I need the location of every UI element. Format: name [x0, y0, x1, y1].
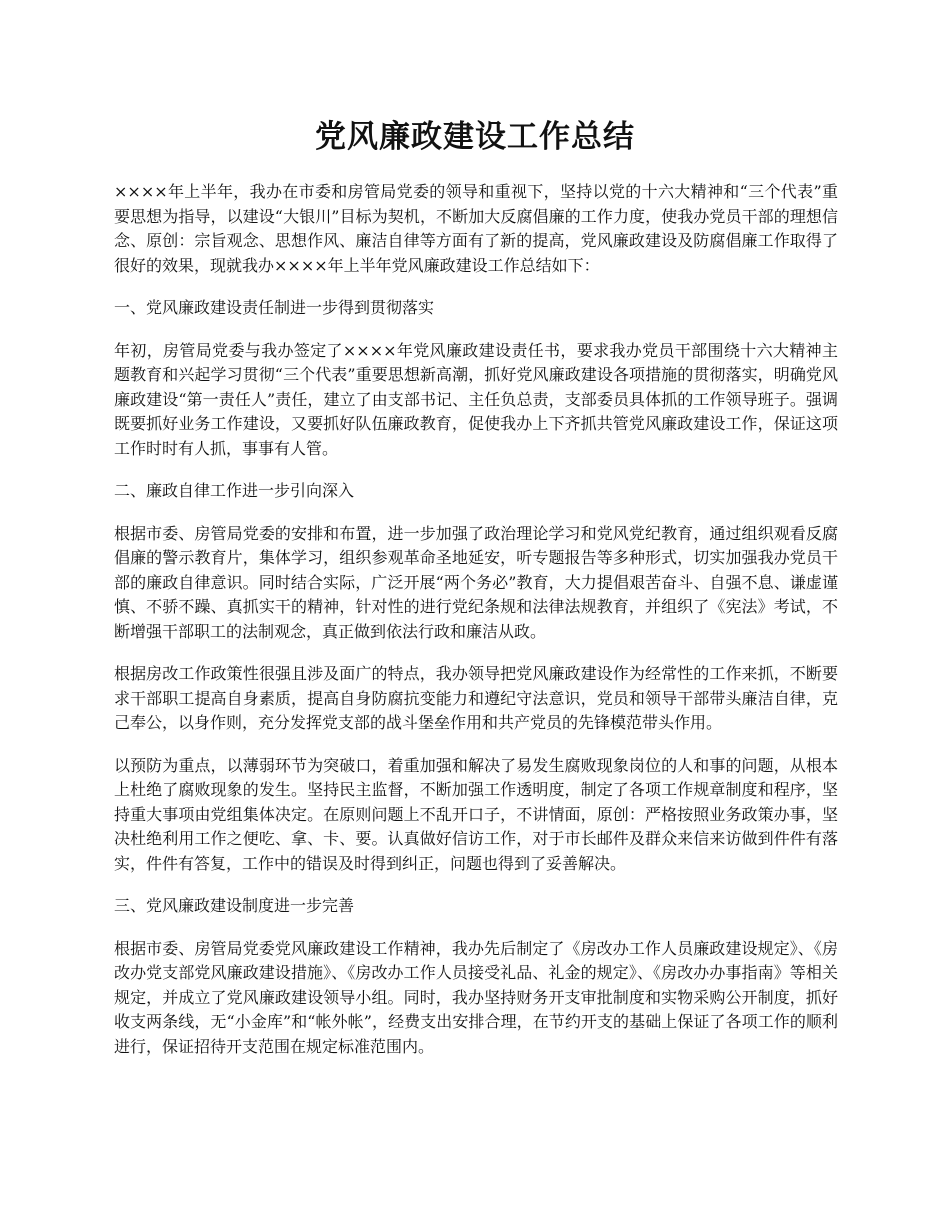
page-title: 党风廉政建设工作总结: [315, 119, 635, 155]
section-heading-2: 二、廉政自律工作进一步引向深入: [114, 481, 355, 500]
section-3-paragraph-1: 根据市委、房管局党委党风廉政建设工作精神，我办先后制定了《房改办工作人员廉政建设规定》、《房改办党支部党风廉政建设措施》、《房改办工作人员接受礼品、礼金的规定》、《房改办办事指南》等相关规定，并成立了党风廉政建设领导小组。同时，我办坚持财务开支审批制度和实物采购公开制度，抓好收支两条线，无“小金库”和“帐外帐”，经费支出安排合理，在节约开支的基础上保证了各项工作的顺利进行，保证招待开支范围在规定标准范围内。: [114, 938, 838, 1056]
document-body: [114, 180, 838, 1077]
section-1-paragraph-1: 年初，房管局党委与我办签定了××××年党风廉政建设责任书，要求我办党员干部围绕十六大精神主题教育和兴起学习贯彻“三个代表”重要思想新高潮，抓好党风廉政建设各项措施的贯彻落实，明确党风廉政建设“第一责任人”责任，建立了由支部书记、主任负总责，支部委员具体抓的工作领导班子。强调既要抓好业务工作建设，又要抓好队伍廉政教育，促使我办上下齐抓共管党风廉政建设工作，保证这项工作时时有人抓，事事有人管。: [114, 340, 838, 458]
section-2-paragraph-3: 以预防为重点，以薄弱环节为突破口，着重加强和解决了易发生腐败现象岗位的人和事的问题，从根本上杜绝了腐败现象的发生。坚持民主监督，不断加强工作透明度，制定了各项工作规章制度和程序，坚持重大事项由党组集体决定。在原则问题上不乱开口子，不讲情面，原创：严格按照业务政策办事，坚决杜绝利用工作之便吃、拿、卡、要。认真做好信访工作，对于市长邮件及群众来信来访做到件件有落实，件件有答复，工作中的错误及时得到纠正，问题也得到了妥善解决。: [114, 755, 838, 873]
section-2-paragraph-2: 根据房改工作政策性很强且涉及面广的特点，我办领导把党风廉政建设作为经常性的工作来抓，不断要求干部职工提高自身素质，提高自身防腐抗变能力和遵纪守法意识，党员和领导干部带头廉洁自律，克己奉公，以身作则，充分发挥党支部的战斗堡垒作用和共产党员的先锋模范带头作用。: [114, 664, 838, 732]
section-2-paragraph-1: 根据市委、房管局党委的安排和布置，进一步加强了政治理论学习和党风党纪教育，通过组织观看反腐倡廉的警示教育片，集体学习，组织参观革命圣地延安，听专题报告等多种形式，切实加强我办党员干部的廉政自律意识。同时结合实际，广泛开展“两个务必”教育，大力提倡艰苦奋斗、自强不息、谦虚谨慎、不骄不躁、真抓实干的精神，针对性的进行党纪条规和法律法规教育，并组织了《宪法》考试，不断增强干部职工的法制观念，真正做到依法行政和廉洁从政。: [114, 523, 838, 641]
intro-paragraph: ××××年上半年，我办在市委和房管局党委的领导和重视下，坚持以党的十六大精神和“三个代表”重要思想为指导，以建设“大银川”目标为契机，不断加大反腐倡廉的工作力度，使我办党员干部的理想信念、原创：宗旨观念、思想作风、廉洁自律等方面有了新的提高，党风廉政建设及防腐倡廉工作取得了很好的效果，现就我办××××年上半年党风廉政建设工作总结如下：: [114, 182, 838, 275]
section-heading-3: 三、党风廉政建设制度进一步完善: [114, 896, 355, 915]
section-heading-1: 一、党风廉政建设责任制进一步得到贯彻落实: [114, 298, 435, 317]
